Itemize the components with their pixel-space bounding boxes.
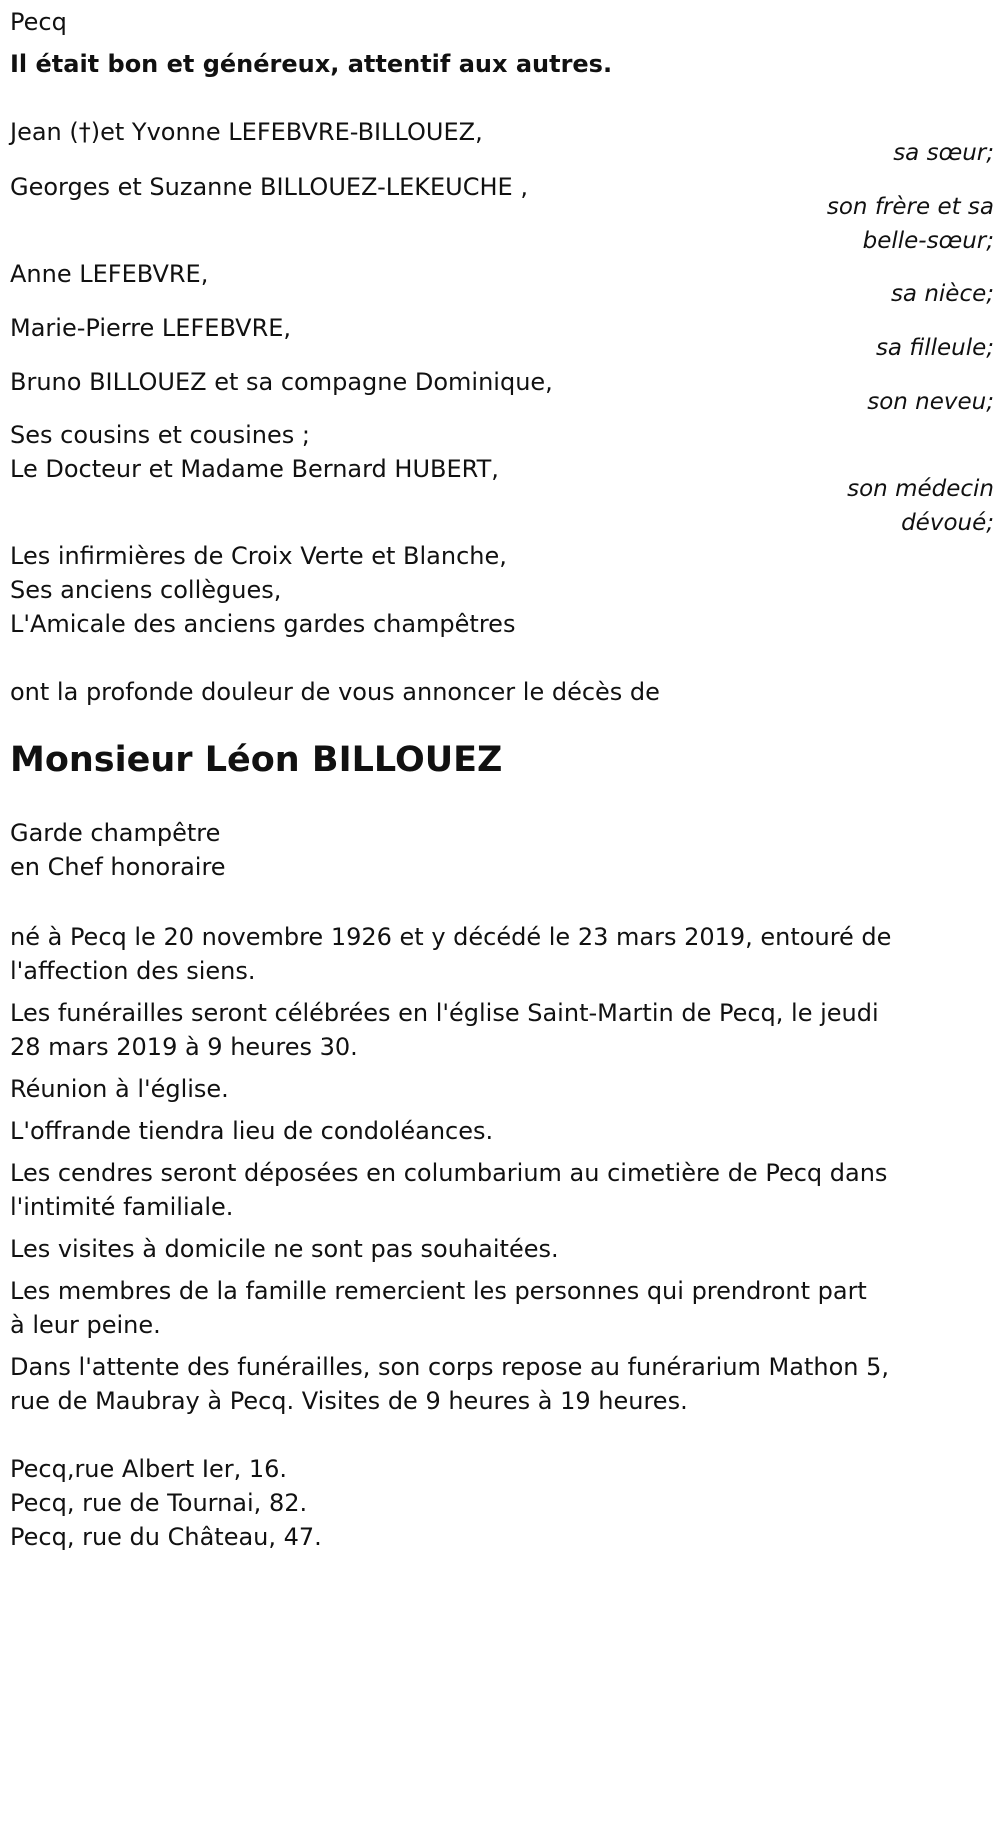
paragraph-birth-2: l'affection des siens.: [10, 957, 256, 985]
family-relation-2a: son frère et sa: [826, 194, 994, 220]
address-1: Pecq,rue Albert Ier, 16.: [10, 1455, 288, 1483]
paragraph-funerarium-2: rue de Maubray à Pecq. Visites de 9 heures à 19 heures.: [10, 1387, 688, 1415]
family-relation-4: sa filleule;: [875, 335, 994, 361]
paragraph-cendres-2: l'intimité familiale.: [10, 1193, 234, 1221]
paragraph-cendres-1: Les cendres seront déposées en columbarium au cimetière de Pecq dans: [10, 1159, 888, 1187]
paragraph-funerarium-1: Dans l'attente des funérailles, son corps repose au funérarium Mathon 5,: [10, 1353, 890, 1381]
doctor-relation-a: son médecin: [847, 476, 994, 502]
others-line-2: Ses anciens collègues,: [10, 576, 282, 604]
deceased-name: Monsieur Léon BILLOUEZ: [10, 740, 503, 780]
address-2: Pecq, rue de Tournai, 82.: [10, 1489, 308, 1517]
family-relation-2b: belle-sœur;: [862, 228, 994, 254]
paragraph-offrande: L'offrande tiendra lieu de condoléances.: [10, 1117, 494, 1145]
family-name-2: Georges et Suzanne BILLOUEZ-LEKEUCHE ,: [10, 173, 528, 201]
family-relation-3: sa nièce;: [890, 281, 994, 307]
family-name-4: Marie-Pierre LEFEBVRE,: [10, 314, 292, 342]
place-header: Pecq: [10, 8, 67, 36]
family-relation-5: son neveu;: [867, 389, 994, 415]
paragraph-visites: Les visites à domicile ne sont pas souhaitées.: [10, 1235, 559, 1263]
announcement: ont la profonde douleur de vous annoncer le décès de: [10, 678, 660, 706]
family-name-1: Jean (†)et Yvonne LEFEBVRE-BILLOUEZ,: [10, 118, 483, 146]
doctor-relation-b: dévoué;: [901, 510, 994, 536]
others-line-3: L'Amicale des anciens gardes champêtres: [10, 610, 516, 638]
doctor-name: Le Docteur et Madame Bernard HUBERT,: [10, 455, 499, 483]
cousins-line: Ses cousins et cousines ;: [10, 421, 310, 449]
title-line-2: en Chef honoraire: [10, 853, 226, 881]
paragraph-remerciements-1: Les membres de la famille remercient les personnes qui prendront part: [10, 1277, 867, 1305]
title-line-1: Garde champêtre: [10, 819, 221, 847]
paragraph-funeral-2: 28 mars 2019 à 9 heures 30.: [10, 1033, 358, 1061]
address-3: Pecq, rue du Château, 47.: [10, 1523, 322, 1551]
family-relation-1: sa sœur;: [893, 140, 994, 166]
paragraph-remerciements-2: à leur peine.: [10, 1311, 161, 1339]
tagline: Il était bon et généreux, attentif aux autres.: [10, 50, 613, 78]
family-name-3: Anne LEFEBVRE,: [10, 260, 209, 288]
paragraph-funeral-1: Les funérailles seront célébrées en l'église Saint-Martin de Pecq, le jeudi: [10, 999, 879, 1027]
paragraph-reunion: Réunion à l'église.: [10, 1075, 229, 1103]
others-line-1: Les infirmières de Croix Verte et Blanche,: [10, 542, 507, 570]
paragraph-birth-1: né à Pecq le 20 novembre 1926 et y décédé le 23 mars 2019, entouré de: [10, 923, 892, 951]
family-name-5: Bruno BILLOUEZ et sa compagne Dominique,: [10, 368, 553, 396]
